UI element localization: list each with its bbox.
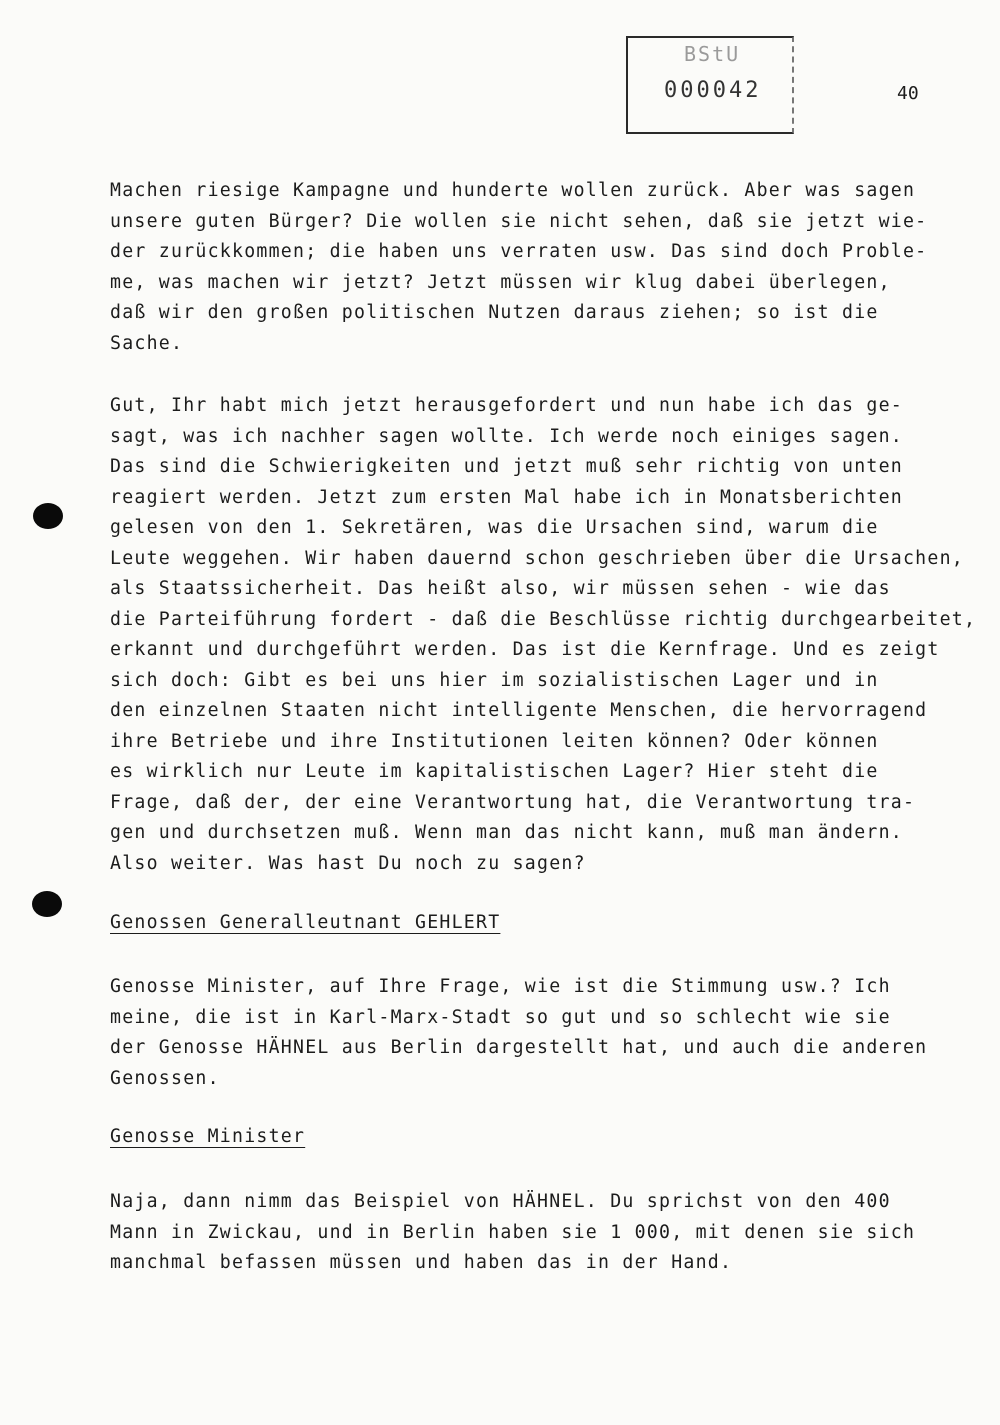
text-line: daß wir den großen politischen Nutzen daraus ziehen; so ist die <box>110 302 879 323</box>
speaker-heading-minister: Genosse Minister <box>110 1126 306 1147</box>
text-line: gen und durchsetzen muß. Wenn man das nicht kann, muß man ändern. <box>110 822 903 843</box>
text-line: me, was machen wir jetzt? Jetzt müssen wir klug dabei überlegen, <box>110 271 891 293</box>
text-line: den einzelnen Staaten nicht intelligente Menschen, die hervorragend <box>110 700 928 721</box>
paragraph-gehlert-reply <box>110 972 927 1094</box>
text-line: Genosse Minister, auf Ihre Frage, wie ist die Stimmung usw.? Ich <box>110 976 891 997</box>
text-line: Mann in Zwickau, und in Berlin haben sie 1 000, mit denen sie sich <box>110 1221 916 1243</box>
paragraph-minister-remarks <box>110 391 976 879</box>
text-line: die Parteiführung fordert - daß die Beschlüsse richtig durchgearbeitet, <box>110 608 977 630</box>
speaker-heading-gehlert: Genossen Generalleutnant GEHLERT <box>110 912 501 933</box>
text-line: erkannt und durchgeführt werden. Das ist die Kernfrage. Und es zeigt <box>110 639 940 660</box>
text-line: ihre Betriebe und ihre Institutionen leiten können? Oder können <box>110 730 879 752</box>
stamp-document-number: 000042 <box>664 78 762 103</box>
text-line: sagt, was ich nachher sagen wollte. Ich werde noch einiges sagen. <box>110 425 903 447</box>
text-line: gelesen von den 1. Sekretären, was die Ursachen sind, warum die <box>110 517 879 538</box>
text-line: manchmal befassen müssen und haben das in der Hand. <box>110 1252 733 1273</box>
punch-hole <box>33 503 63 529</box>
text-line: Naja, dann nimm das Beispiel von HÄHNEL. Du sprichst von den 400 <box>110 1191 891 1212</box>
paragraph-minister-haehnel <box>110 1187 915 1279</box>
text-line: Genossen. <box>110 1067 220 1089</box>
text-line: Machen riesige Kampagne und hunderte wollen zurück. Aber was sagen <box>110 180 916 201</box>
stamp-organization: BStU <box>684 42 741 66</box>
text-line: Leute weggehen. Wir haben dauernd schon geschrieben über die Ursachen, <box>110 547 964 569</box>
text-line: reagiert werden. Jetzt zum ersten Mal habe ich in Monatsberichten <box>110 486 903 508</box>
text-line: unsere guten Bürger? Die wollen sie nicht sehen, daß sie jetzt wie- <box>110 210 928 232</box>
text-line: meine, die ist in Karl-Marx-Stadt so gut und so schlecht wie sie <box>110 1006 891 1028</box>
text-line: Frage, daß der, der eine Verantwortung hat, die Verantwortung tra- <box>110 791 916 813</box>
text-line: der zurückkommen; die haben uns verraten usw. Das sind doch Proble- <box>110 241 928 262</box>
text-line: Sache. <box>110 332 184 354</box>
text-line: Gut, Ihr habt mich jetzt herausgefordert und nun habe ich das ge- <box>110 395 903 416</box>
archive-stamp <box>626 36 794 134</box>
punch-hole <box>32 891 62 917</box>
page-number: 40 <box>897 83 919 104</box>
text-line: es wirklich nur Leute im kapitalistischen Lager? Hier steht die <box>110 761 879 782</box>
text-line: als Staatssicherheit. Das heißt also, wir müssen sehen - wie das <box>110 578 891 599</box>
text-line: Das sind die Schwierigkeiten und jetzt muß sehr richtig von unten <box>110 456 903 477</box>
paragraph-campaign <box>110 176 927 359</box>
text-line: der Genosse HÄHNEL aus Berlin dargestellt hat, und auch die anderen <box>110 1037 928 1058</box>
text-line: sich doch: Gibt es bei uns hier im sozialistischen Lager und in <box>110 669 879 691</box>
text-line: Also weiter. Was hast Du noch zu sagen? <box>110 852 586 874</box>
